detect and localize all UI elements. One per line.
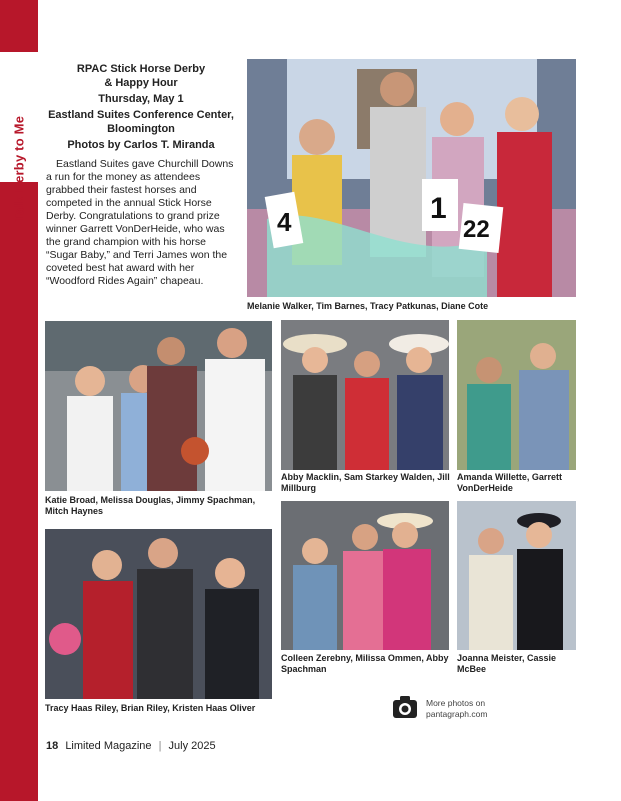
photo-pair-2 <box>457 501 576 650</box>
section-tab <box>0 52 38 223</box>
article-body: Eastland Suites gave Churchill Downs a run for the money as attendees grabbed their fastest horses and competed in the annual Stick Horse Derby. Congratulations to grand prize winner Garrett VonDerHeide, who was the grand champion with his horse “Sugar Baby,” and Terri James won the coveted best hat award with her “Woodford Rides Again” chapeau. <box>46 158 234 287</box>
photo-caption: Katie Broad, Melissa Douglas, Jimmy Spachman, Mitch Haynes <box>45 495 256 516</box>
photo-pair-1 <box>457 320 576 470</box>
photo-pair-1-image <box>457 320 576 470</box>
title-line-1: RPAC Stick Horse Derby <box>76 63 206 75</box>
article-header <box>46 62 236 152</box>
magazine-name: Limited Magazine <box>65 740 152 752</box>
more-photos-line-1: More photos on <box>426 698 486 708</box>
page-number: 18 <box>46 740 59 752</box>
event-date: Thursday, May 1 <box>98 93 184 105</box>
bib-number: 4 <box>277 207 292 237</box>
article-title <box>46 62 236 90</box>
photo-pair-2-image <box>457 501 576 650</box>
photo-group-four <box>45 321 272 491</box>
photo-trio-3-image <box>281 501 449 650</box>
photo-credit: Photos by Carlos T. Miranda <box>67 139 215 151</box>
page-footer <box>46 740 216 752</box>
photo-caption: Tracy Haas Riley, Brian Riley, Kristen Haas Oliver <box>45 703 256 713</box>
section-sidebar <box>0 0 38 801</box>
title-line-2: & Happy Hour <box>104 77 178 89</box>
photo-hats-trio-image <box>281 320 449 470</box>
more-photos-line-2: pantagraph.com <box>426 709 488 719</box>
camera-icon <box>392 694 418 720</box>
photo-hats-trio <box>281 320 449 470</box>
photo-caption: Abby Macklin, Sam Starkey Walden, Jill Millburg <box>281 472 450 493</box>
photo-caption: Amanda Willette, Garrett VonDerHeide <box>457 472 562 493</box>
section-label: Talk Derby to Me <box>11 115 27 223</box>
event-venue: Eastland Suites Conference Center, Bloomington <box>48 109 234 135</box>
photo-caption: Melanie Walker, Tim Barnes, Tracy Patkunas, Diane Cote <box>247 301 489 311</box>
photo-trio-2 <box>45 529 272 699</box>
footer-separator: | <box>158 740 162 752</box>
photo-trio-3 <box>281 501 449 650</box>
photo-main-group-image <box>247 59 576 297</box>
issue-date: July 2025 <box>168 740 216 752</box>
bib-number: 22 <box>463 216 490 243</box>
article <box>46 62 236 288</box>
bib-number: 1 <box>430 192 447 225</box>
photo-caption: Joanna Meister, Cassie McBee <box>457 653 557 674</box>
photo-group-four-image <box>45 321 272 491</box>
photo-main-group <box>247 59 576 297</box>
photo-caption: Colleen Zerebny, Milissa Ommen, Abby Spachman <box>281 653 449 674</box>
photo-trio-2-image <box>45 529 272 699</box>
more-photos-link[interactable] <box>392 692 502 722</box>
